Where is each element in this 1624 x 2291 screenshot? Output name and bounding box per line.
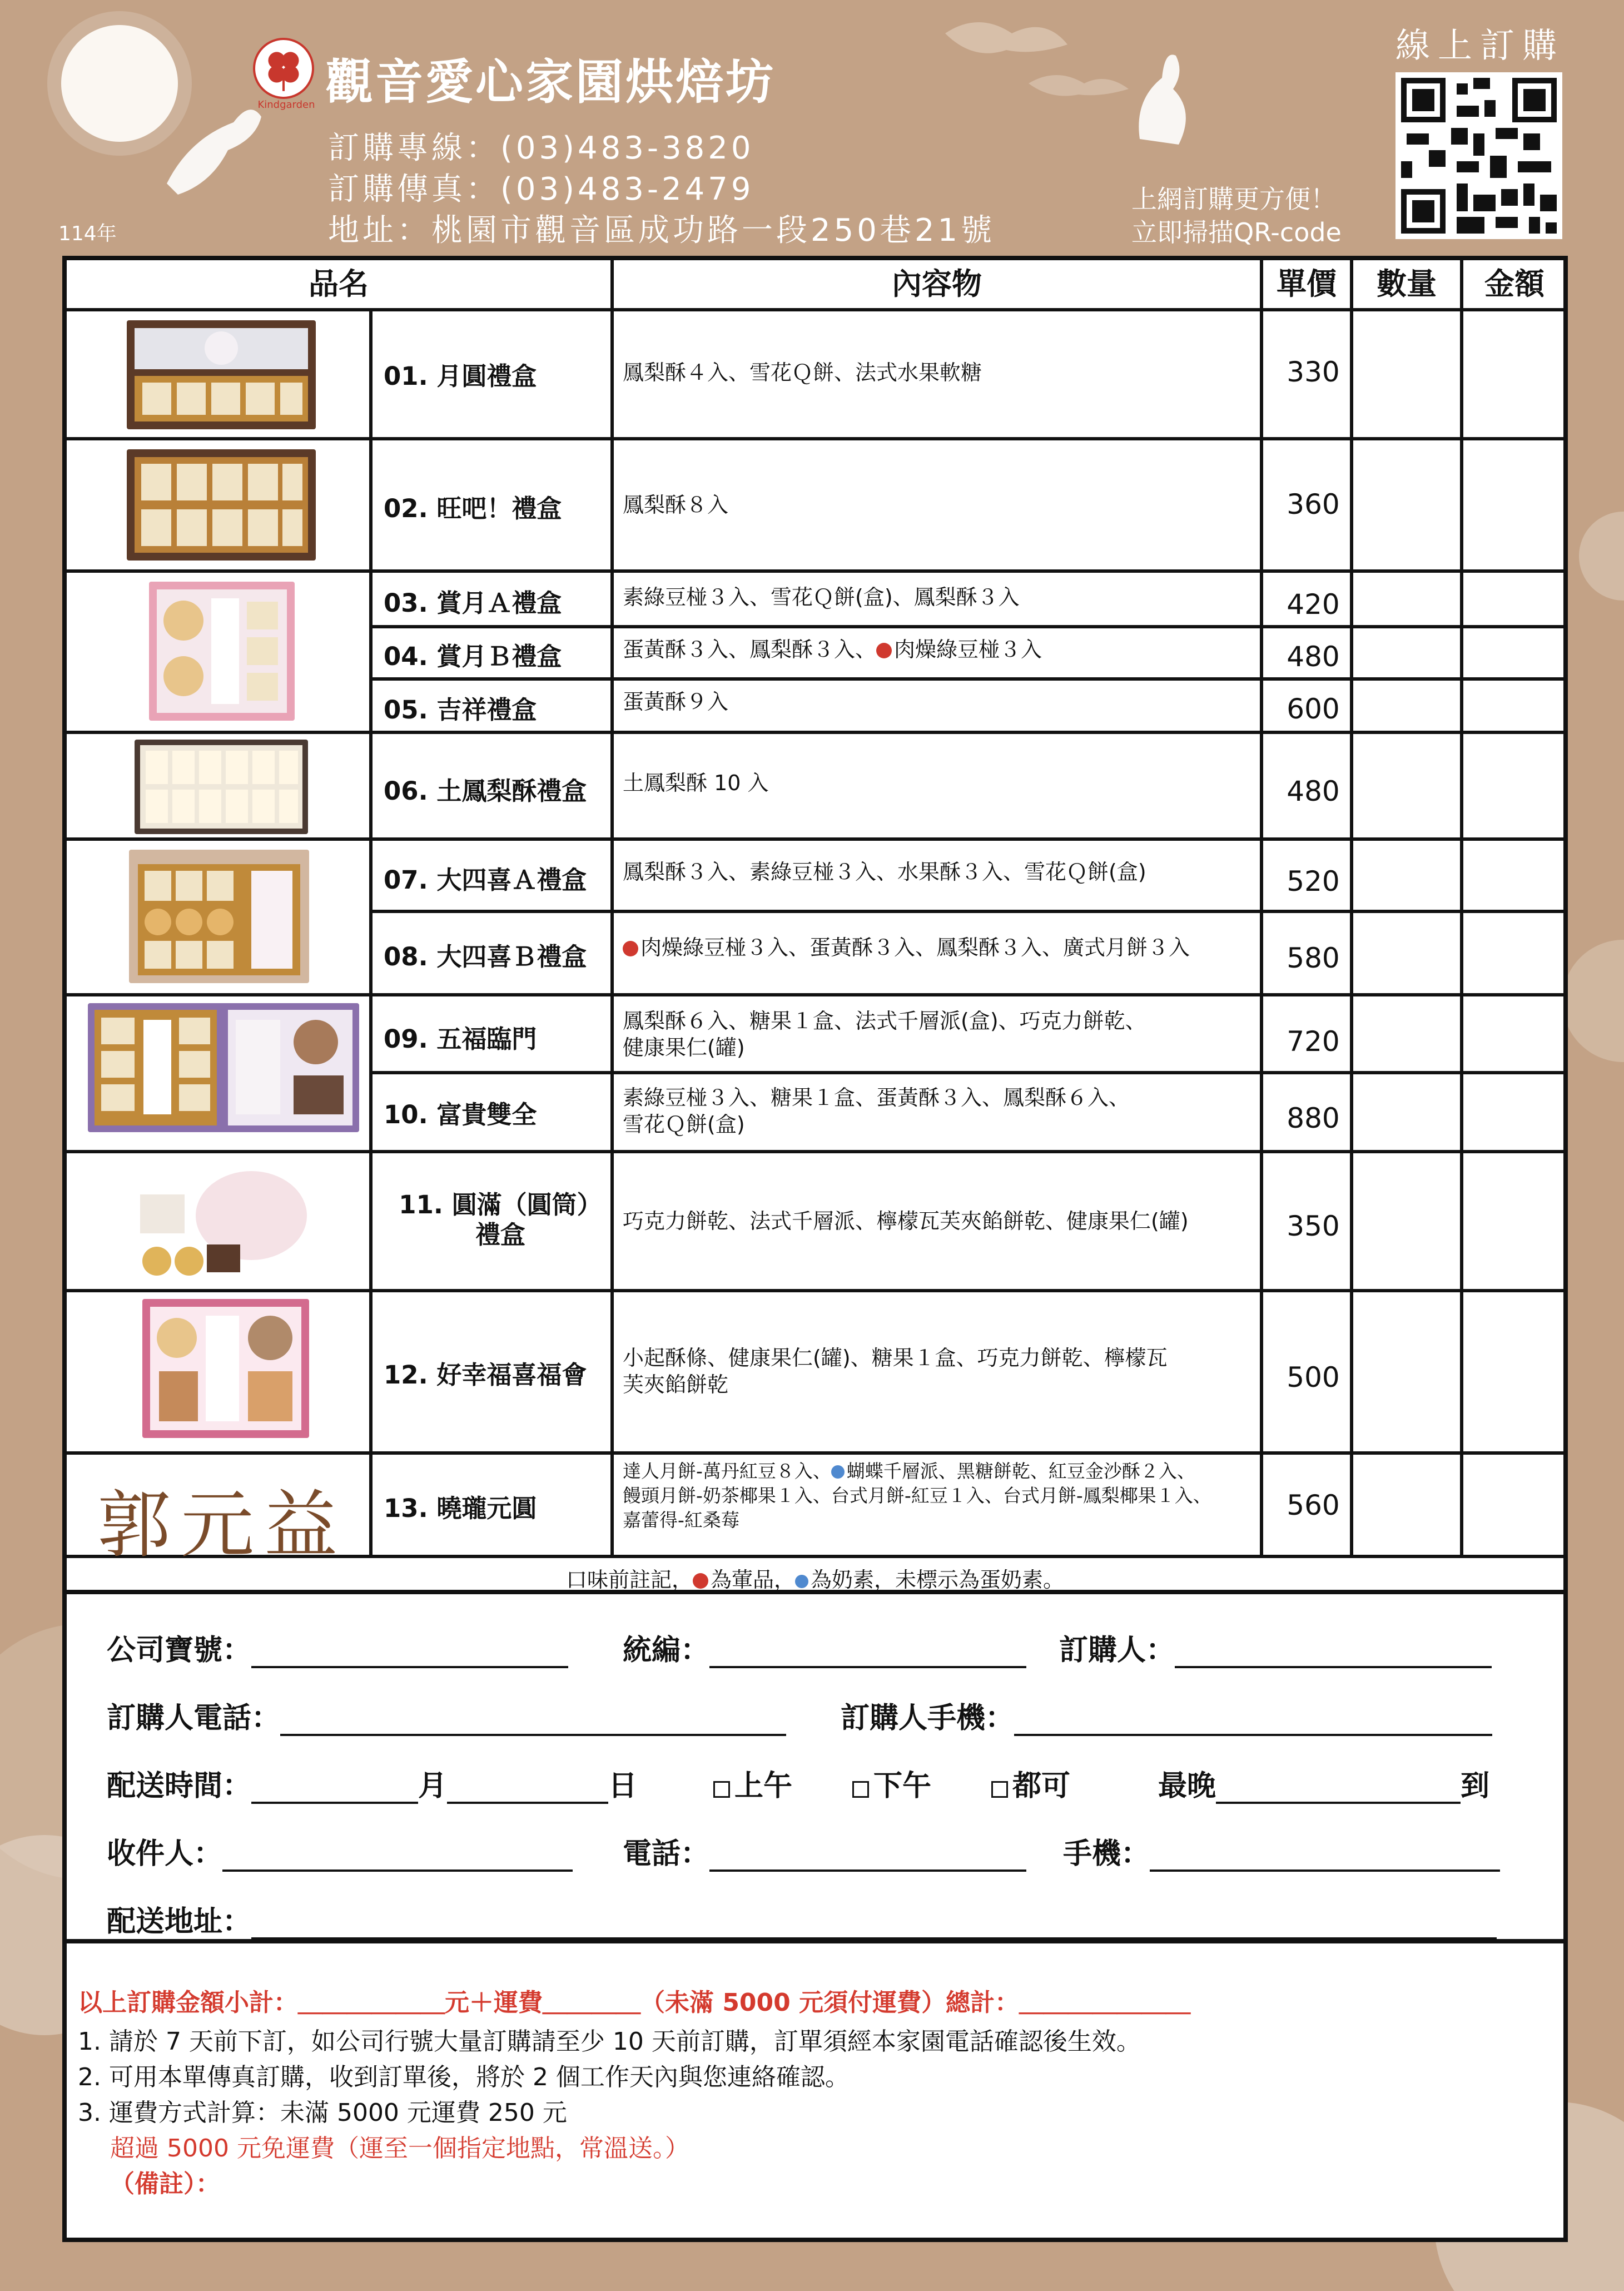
order-fax: 訂購傳真：(03)483-2479 <box>328 171 754 207</box>
shop-name: 觀音愛心家園烘焙坊 <box>325 54 776 110</box>
month-label: 月 <box>418 1769 448 1803</box>
item-name: 03. 賞月Ａ禮盒 <box>384 588 562 618</box>
item-content-line: 小起酥條、健康果仁(罐)、糖果１盒、巧克力餅乾、檸檬瓦 <box>623 1346 1168 1370</box>
item-content-line: 鳳梨酥６入、糖果１盒、法式千層派(盒)、巧克力餅乾、 <box>623 1009 1146 1033</box>
item-content <box>623 934 1262 961</box>
item-content-post: 蝴蝶千層派、黑糖餅乾、紅豆金沙酥２入、 <box>846 1460 1195 1482</box>
logo-text: Kindgarden <box>257 99 315 111</box>
year-label: 114年 <box>58 222 117 245</box>
item-content <box>623 1084 1262 1138</box>
row-divider <box>369 625 1563 628</box>
legend-pre: 口味前註記， <box>565 1568 693 1592</box>
header-amount: 金額 <box>1484 266 1544 301</box>
qr-code[interactable] <box>1395 72 1562 239</box>
item-price: 420 <box>1287 588 1340 621</box>
meat-dot-icon <box>876 643 892 658</box>
recipient-input[interactable] <box>222 1842 573 1872</box>
header-content: 內容物 <box>892 266 982 301</box>
note-3: 3. 運費方式計算：未滿 5000 元運費 250 元 <box>78 2099 567 2127</box>
item-price: 500 <box>1287 1361 1340 1394</box>
orderer-phone-input[interactable] <box>280 1706 786 1736</box>
item-content-pre: 達人月餅-萬丹紅豆８入、 <box>623 1460 831 1482</box>
shop-address: 地址：桃園市觀音區成功路一段250巷21號 <box>328 212 996 249</box>
clover-logo-icon <box>253 38 314 99</box>
item-content <box>623 1459 1262 1533</box>
notes-section <box>62 1939 1568 2242</box>
item-name: 10. 富貴雙全 <box>384 1100 537 1129</box>
until-label: 到 <box>1461 1769 1490 1803</box>
orderer-mobile-label: 訂購人手機： <box>841 1702 1015 1735</box>
note-remarks: （備註）： <box>110 2170 220 2198</box>
col-divider <box>610 260 614 1558</box>
item-content-line: 饅頭月餅-奶茶椰果１入、台式月餅-紅豆１入、台式月餅-鳳梨椰果１入、 <box>623 1485 1211 1506</box>
product-image <box>88 1003 359 1132</box>
col-divider <box>1460 260 1463 1558</box>
subtotal-line: 以上訂購金額小計：＿＿＿＿＿＿元＋運費＿＿＿＿（未滿 5000 元須付運費）總計：＿＿＿＿＿＿＿ <box>78 1988 1191 2017</box>
item-price: 720 <box>1287 1025 1340 1058</box>
pm-option[interactable] <box>852 1762 931 1804</box>
delivery-month-input[interactable] <box>251 1774 418 1804</box>
item-name-line: 禮盒 <box>475 1220 525 1249</box>
delivery-time-label: 配送時間： <box>107 1769 252 1803</box>
item-price: 350 <box>1287 1210 1340 1242</box>
latest-input[interactable] <box>1216 1774 1461 1804</box>
row-divider <box>67 308 1563 311</box>
address-field[interactable] <box>107 1898 1497 1940</box>
product-image <box>129 850 309 983</box>
item-name: 08. 大四喜Ｂ禮盒 <box>384 942 587 971</box>
header-qty: 數量 <box>1377 266 1437 301</box>
product-table <box>62 256 1568 1594</box>
row-divider <box>369 910 1563 913</box>
legend <box>67 1563 1563 1593</box>
item-content <box>623 636 1262 663</box>
item-name: 06. 土鳳梨酥禮盒 <box>384 776 587 806</box>
item-content-line: 素綠豆椪３入、糖果１盒、蛋黃酥３入、鳳梨酥６入、 <box>623 1085 1130 1110</box>
row-divider <box>67 993 1563 996</box>
item-name: 13. 曉瓏元圓 <box>384 1494 537 1523</box>
item-name <box>395 1190 606 1250</box>
item-content: 素綠豆椪３入、雪花Ｑ餅(盒)、鳳梨酥３入 <box>623 585 1020 609</box>
meat-dot-icon <box>623 941 638 956</box>
item-name: 05. 吉祥禮盒 <box>384 695 537 725</box>
item-content-line: 芙夾餡餅乾 <box>623 1372 729 1397</box>
am-option[interactable] <box>713 1762 792 1804</box>
item-name: 02. 旺吧！禮盒 <box>384 494 562 523</box>
company-label: 公司寶號： <box>107 1634 252 1667</box>
address-input[interactable] <box>251 1910 1497 1940</box>
row-divider <box>369 677 1563 681</box>
item-content: 鳳梨酥４入、雪花Ｑ餅、法式水果軟糖 <box>623 360 982 385</box>
item-name-line: 11. 圓滿（圓筒） <box>399 1190 602 1219</box>
item-name: 12. 好幸福喜福會 <box>384 1360 587 1390</box>
either-checkbox[interactable] <box>991 1781 1008 1798</box>
item-content <box>623 1345 1262 1398</box>
header <box>0 0 1624 256</box>
item-content-line: 健康果仁(罐) <box>623 1035 745 1060</box>
legend-post: 為奶素，未標示為蛋奶素。 <box>811 1568 1065 1592</box>
item-content: 巧克力餅乾、法式千層派、檸檬瓦芙夾餡餅乾、健康果仁(罐) <box>623 1209 1189 1233</box>
pm-label: 下午 <box>873 1769 932 1803</box>
item-name: 01. 月圓禮盒 <box>384 361 537 391</box>
row-divider <box>369 1071 1563 1074</box>
order-phone: 訂購專線：(03)483-3820 <box>328 130 754 166</box>
header-name: 品名 <box>309 266 369 301</box>
orderer-mobile-field[interactable] <box>841 1694 1492 1736</box>
delivery-day-input[interactable] <box>447 1774 608 1804</box>
note-4: 超過 5000 元免運費（運至一個指定地點，常溫送。） <box>110 2134 689 2163</box>
note-2: 2. 可用本單傳真訂購，收到訂單後，將於 2 個工作天內與您連絡確認。 <box>78 2063 850 2091</box>
dairy-dot-icon <box>831 1465 845 1479</box>
item-content <box>623 1008 1262 1061</box>
mobile-input[interactable] <box>1150 1842 1500 1872</box>
item-price: 330 <box>1287 356 1340 388</box>
meat-dot-icon <box>693 1573 708 1589</box>
item-name: 07. 大四喜Ａ禮盒 <box>384 865 587 895</box>
tax-id-input[interactable] <box>709 1638 1026 1668</box>
row-divider <box>67 1451 1563 1455</box>
orderer-label: 訂購人： <box>1059 1634 1175 1667</box>
order-form <box>62 1594 1568 1939</box>
product-image <box>135 1161 318 1283</box>
phone-input[interactable] <box>709 1842 1026 1872</box>
company-input[interactable] <box>251 1638 568 1668</box>
am-checkbox[interactable] <box>713 1781 730 1798</box>
item-price: 560 <box>1287 1489 1340 1521</box>
phone-field[interactable] <box>623 1830 1026 1872</box>
item-name: 09. 五福臨門 <box>384 1024 537 1054</box>
item-content-post: 肉燥綠豆椪３入 <box>894 637 1042 662</box>
row-divider <box>67 1289 1563 1292</box>
row-divider <box>67 837 1563 841</box>
product-image <box>135 740 308 834</box>
item-content: 鳳梨酥８入 <box>623 493 729 517</box>
tax-id-label: 統編： <box>623 1634 710 1667</box>
row-divider <box>67 731 1563 734</box>
delivery-time-field <box>107 1762 637 1804</box>
item-price: 600 <box>1287 693 1340 725</box>
item-content-line: 雪花Ｑ餅(盒) <box>623 1112 745 1137</box>
orderer-phone-label: 訂購人電話： <box>107 1702 281 1735</box>
item-name: 04. 賞月Ｂ禮盒 <box>384 642 562 671</box>
orderer-phone-field[interactable] <box>107 1694 786 1736</box>
note-1: 1. 請於 7 天前下訂，如公司行號大量訂購請至少 10 天前訂購，訂單須經本家園電話確認後生效。 <box>78 2027 1141 2056</box>
phone-label: 電話： <box>623 1837 710 1871</box>
header-price: 單價 <box>1277 266 1337 301</box>
item-content-pre: 蛋黃酥３入、鳳梨酥３入、 <box>623 637 877 662</box>
am-label: 上午 <box>734 1769 793 1803</box>
item-price: 360 <box>1287 488 1340 520</box>
item-price: 580 <box>1287 942 1340 974</box>
recipient-label: 收件人： <box>107 1837 223 1871</box>
item-price: 520 <box>1287 865 1340 897</box>
either-label: 都可 <box>1012 1769 1071 1803</box>
item-content-post: 肉燥綠豆椪３入、蛋黃酥３入、鳳梨酥３入、廣式月餅３入 <box>640 935 1190 960</box>
address-label: 配送地址： <box>107 1905 252 1938</box>
item-content-line <box>623 1459 1262 1484</box>
orderer-input[interactable] <box>1175 1638 1492 1668</box>
row-divider <box>67 437 1563 440</box>
latest-field[interactable] <box>1158 1762 1489 1804</box>
mobile-label: 手機： <box>1063 1837 1150 1871</box>
item-price: 480 <box>1287 641 1340 673</box>
row-divider <box>67 1150 1563 1153</box>
product-image <box>127 449 316 561</box>
company-field[interactable] <box>107 1626 568 1668</box>
item-price: 880 <box>1287 1102 1340 1134</box>
col-divider <box>369 311 373 1558</box>
product-image <box>127 320 316 429</box>
latest-label: 最晚 <box>1158 1769 1216 1803</box>
online-order-title: 線上訂購 <box>1395 25 1565 66</box>
orderer-field[interactable] <box>1059 1626 1492 1668</box>
product-image <box>142 1299 309 1438</box>
mobile-field[interactable] <box>1063 1830 1500 1872</box>
tax-id-field[interactable] <box>623 1626 1026 1668</box>
orderer-mobile-input[interactable] <box>1014 1706 1492 1736</box>
online-note-2: 立即掃描QR-code <box>1131 217 1342 247</box>
item-content: 蛋黃酥９入 <box>623 690 729 714</box>
recipient-field[interactable] <box>107 1830 573 1872</box>
item-content: 土鳳梨酥 10 入 <box>623 771 769 795</box>
item-content: 鳳梨酥３入、素綠豆椪３入、水果酥３入、雪花Ｑ餅(盒) <box>623 860 1146 884</box>
item-content-line: 嘉蕾得-紅桑莓 <box>623 1509 739 1531</box>
brand-logo: 郭元益 <box>97 1482 347 1568</box>
row-divider <box>67 569 1563 573</box>
online-note-1: 上網訂購更方便！ <box>1131 184 1336 214</box>
product-image <box>149 582 295 721</box>
pm-checkbox[interactable] <box>852 1781 869 1798</box>
legend-mid: 為葷品， <box>710 1568 795 1592</box>
dairy-dot-icon <box>795 1575 808 1588</box>
either-option[interactable] <box>991 1762 1070 1804</box>
item-price: 480 <box>1287 775 1340 807</box>
day-label: 日 <box>608 1769 638 1803</box>
